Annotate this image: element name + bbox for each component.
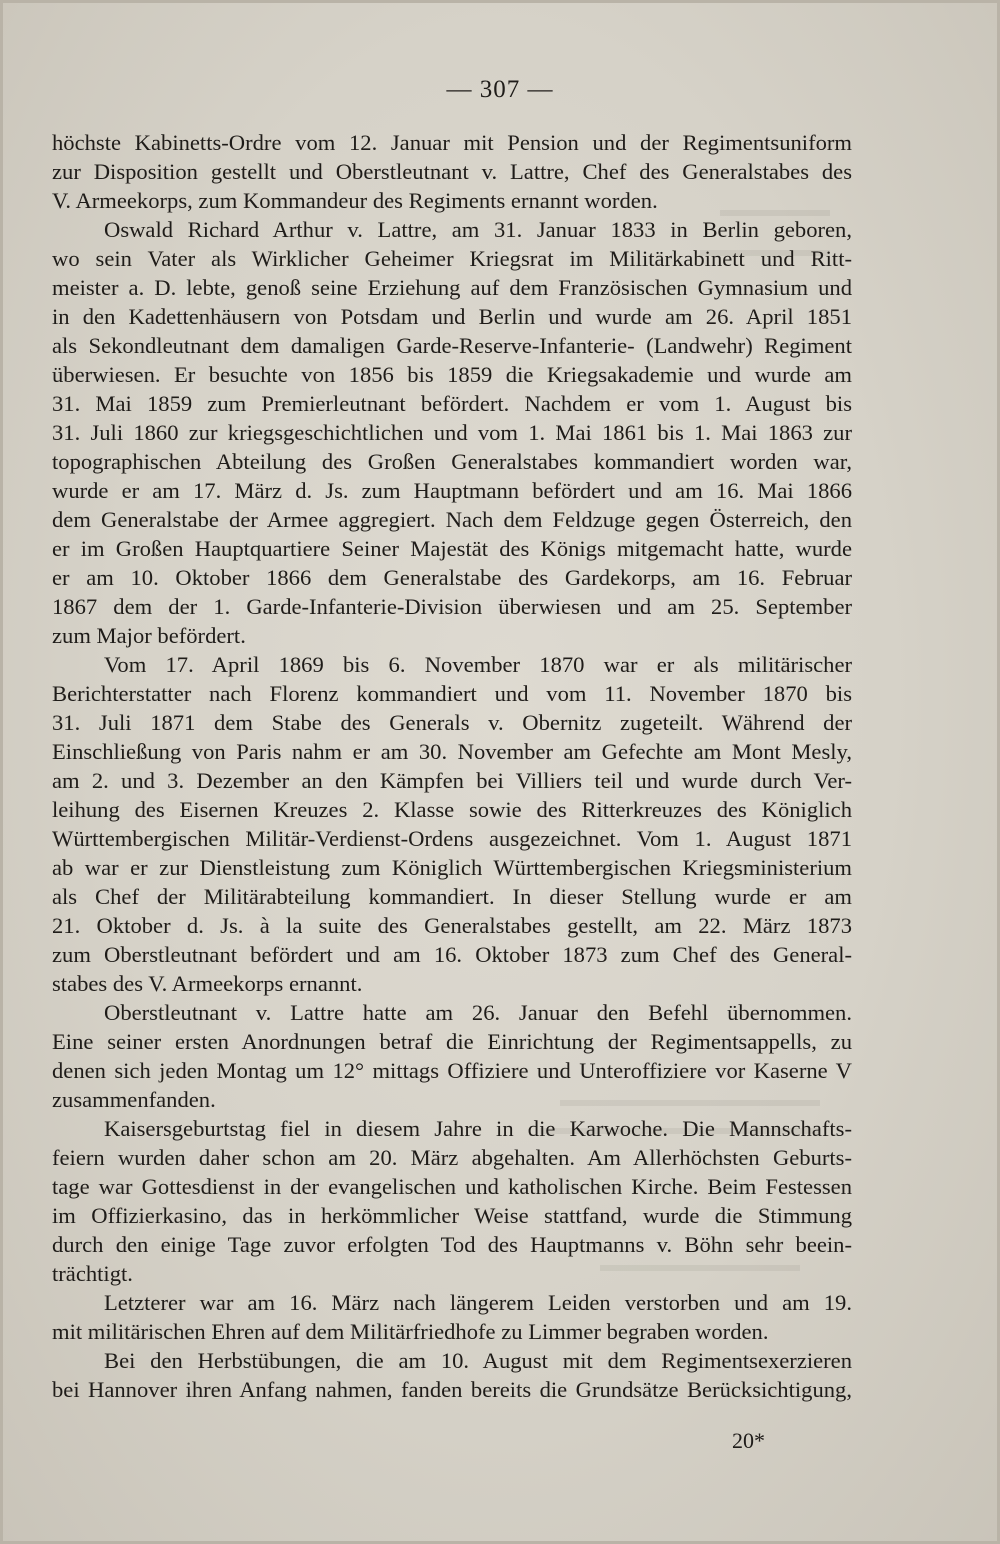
text-line: bei Hannover ihren Anfang nahmen, fanden bereits die Grundsätze Berücksichtigung, [52, 1377, 852, 1402]
text-line: durch den einige Tage zuvor erfolgten Tod des Hauptmanns v. Böhn sehr beein- [52, 1232, 852, 1257]
paragraph [52, 1288, 852, 1346]
text-line: im Offizierkasino, das in herkömmlicher Weise stattfand, wurde die Stimmung [52, 1203, 852, 1228]
text-line: überwiesen. Er besuchte von 1856 bis 1859 die Kriegsakademie und wurde am [52, 362, 852, 387]
text-line: wurde er am 17. März d. Js. zum Hauptmann befördert und am 16. Mai 1866 [52, 478, 852, 503]
text-line: als Chef der Militärabteilung kommandiert. In dieser Stellung wurde er am [52, 884, 852, 909]
text-line: Vom 17. April 1869 bis 6. November 1870 war er als militärischer [104, 652, 852, 677]
paragraph [52, 650, 852, 998]
page-number: — 307 — [446, 76, 554, 103]
text-line: denen sich jeden Montag um 12° mittags Offiziere und Unteroffiziere vor Kaserne V [52, 1058, 852, 1083]
text-line: er am 10. Oktober 1866 dem Generalstabe des Gardekorps, am 16. Februar [52, 565, 852, 590]
text-line: Kaisersgeburtstag fiel in diesem Jahre in die Karwoche. Die Mannschafts- [104, 1116, 852, 1141]
text-line: wo sein Vater als Wirklicher Geheimer Kriegsrat im Militärkabinett und Ritt- [52, 246, 852, 271]
text-line: 31. Juli 1871 dem Stabe des Generals v. Obernitz zugeteilt. Während der [52, 710, 852, 735]
text-line: topographischen Abteilung des Großen Generalstabes kommandiert worden war, [52, 449, 852, 474]
text-line: zum Oberstleutnant befördert und am 16. Oktober 1873 zum Chef des General- [52, 942, 852, 967]
text-line: zum Major befördert. [52, 623, 246, 648]
text-line: zur Disposition gestellt und Oberstleutnant v. Lattre, Chef des Generalstabes des [52, 159, 852, 184]
text-line: feiern wurden daher schon am 20. März abgehalten. Am Allerhöchsten Geburts- [52, 1145, 852, 1170]
text-line: dem Generalstabe der Armee aggregiert. Nach dem Feldzuge gegen Österreich, den [52, 507, 852, 532]
text-line: ab war er zur Dienstleistung zum Königlich Württembergischen Kriegsministerium [52, 855, 852, 880]
text-line: 1867 dem der 1. Garde-Infanterie-Division überwiesen und am 25. September [52, 594, 852, 619]
text-line: V. Armeekorps, zum Kommandeur des Regiments ernannt worden. [52, 188, 658, 213]
body-text [52, 128, 852, 1404]
text-line: Oberstleutnant v. Lattre hatte am 26. Januar den Befehl übernommen. [104, 1000, 852, 1025]
text-line: Einschließung von Paris nahm er am 30. November am Gefechte am Mont Mesly, [52, 739, 852, 764]
text-line: mit militärischen Ehren auf dem Militärfriedhofe zu Limmer begraben worden. [52, 1319, 769, 1344]
text-line: Bei den Herbstübungen, die am 10. August mit dem Regimentsexerzieren [104, 1348, 852, 1373]
paragraph [52, 1346, 852, 1404]
text-line: 21. Oktober d. Js. à la suite des Generalstabes gestellt, am 22. März 1873 [52, 913, 852, 938]
text-line: Württembergischen Militär-Verdienst-Ordens ausgezeichnet. Vom 1. August 1871 [52, 826, 852, 851]
text-line: tage war Gottesdienst in der evangelischen und katholischen Kirche. Beim Festessen [52, 1174, 852, 1199]
text-line: trächtigt. [52, 1261, 133, 1286]
text-line: 31. Mai 1859 zum Premierleutnant befördert. Nachdem er vom 1. August bis [52, 391, 852, 416]
text-line: Eine seiner ersten Anordnungen betraf die Einrichtung der Regimentsappells, zu [52, 1029, 852, 1054]
signature-mark: 20* [732, 1428, 765, 1453]
text-line: als Sekondleutnant dem damaligen Garde-Reserve-Infanterie- (Landwehr) Regiment [52, 333, 852, 358]
text-line: er im Großen Hauptquartiere Seiner Majestät des Königs mitgemacht hatte, wurde [52, 536, 852, 561]
text-line: am 2. und 3. Dezember an den Kämpfen bei Villiers teil und wurde durch Ver- [52, 768, 852, 793]
paragraph [52, 998, 852, 1114]
text-line: stabes des V. Armeekorps ernannt. [52, 971, 363, 996]
paragraph [52, 128, 852, 215]
text-line: Oswald Richard Arthur v. Lattre, am 31. Januar 1833 in Berlin geboren, [104, 217, 852, 242]
text-line: meister a. D. lebte, genoß seine Erziehung auf dem Französischen Gymnasium und [52, 275, 852, 300]
text-line: zusammenfanden. [52, 1087, 216, 1112]
text-line: in den Kadettenhäusern von Potsdam und Berlin und wurde am 26. April 1851 [52, 304, 852, 329]
paragraph [52, 1114, 852, 1288]
text-line: 31. Juli 1860 zur kriegsgeschichtlichen und vom 1. Mai 1861 bis 1. Mai 1863 zur [52, 420, 852, 445]
text-line: Letzterer war am 16. März nach längerem Leiden verstorben und am 19. [104, 1290, 852, 1315]
text-line: leihung des Eisernen Kreuzes 2. Klasse sowie des Ritterkreuzes des Königlich [52, 797, 852, 822]
paragraph [52, 215, 852, 650]
text-line: höchste Kabinetts-Ordre vom 12. Januar mit Pension und der Regimentsuniform [52, 130, 852, 155]
text-line: Berichterstatter nach Florenz kommandiert und vom 11. November 1870 bis [52, 681, 852, 706]
